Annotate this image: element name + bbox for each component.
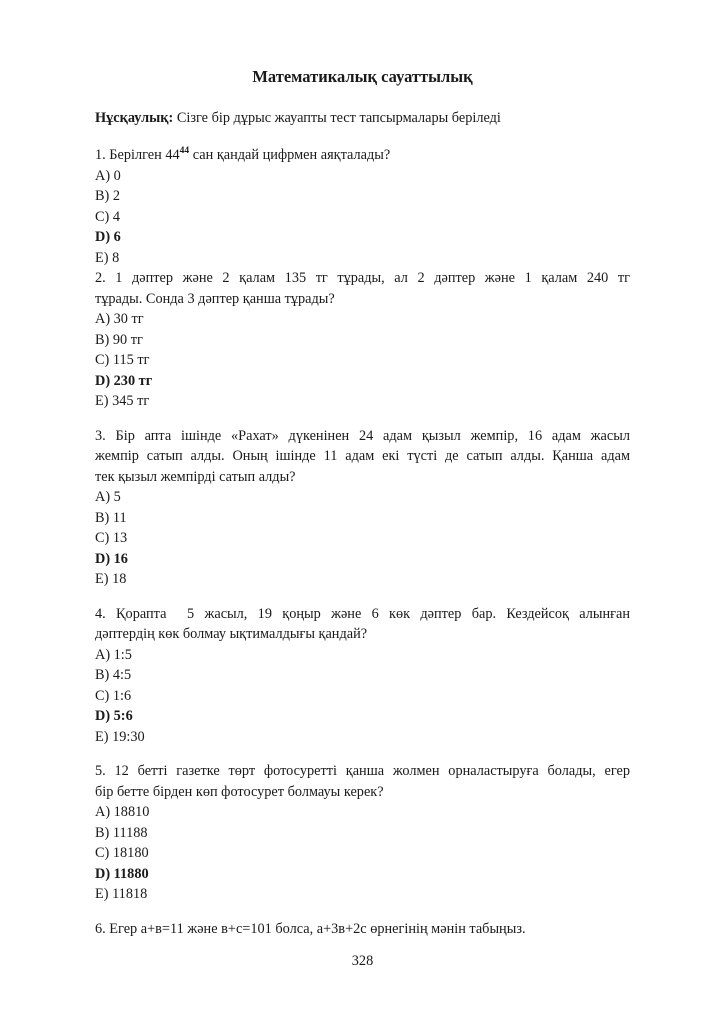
question-3-text-line-1: 3. Бір апта ішінде «Рахат» дүкенінен 24 адам қызыл жемпір, 16 адам жасыл [95, 427, 630, 444]
question-5 [95, 761, 630, 905]
exponent: 44 [179, 146, 190, 157]
instruction-text: Сізге бір дұрыс жауапты тест тапсырмалары беріледі [173, 109, 501, 126]
question-5-option-e: E) 11818 [95, 886, 148, 902]
question-4-option-e: E) 19:30 [95, 728, 145, 745]
page-title: Математикалық сауаттылық [252, 67, 473, 86]
question-3-option-a: A) 5 [95, 489, 121, 505]
question-3-option-c: C) 13 [95, 530, 128, 546]
question-6 [95, 919, 630, 940]
question-3-option-d: D) 16 [95, 550, 128, 567]
question-2-option-a: A) 30 тг [95, 311, 144, 327]
question-1-option-d: D) 6 [95, 229, 121, 245]
question-2-option-d: D) 230 тг [95, 372, 153, 389]
question-1-option-e: E) 8 [95, 249, 120, 266]
instruction-label: Нұсқаулық: [95, 109, 174, 126]
question-1-text: 1. Берілген $44^{44}$ сан қандай цифрмен аяқталады? [95, 146, 391, 163]
question-3-option-b: B) 11 [95, 509, 127, 526]
question-4-option-c: C) 1:6 [95, 687, 132, 704]
question-3-text-line-3: тек қызыл жемпірді сатып алды? [95, 468, 296, 485]
question-3 [95, 426, 630, 590]
question-1-option-b: B) 2 [95, 188, 121, 204]
question-2 [95, 268, 630, 412]
question-5-text-line-1: 5. 12 бетті газетке төрт фотосуретті қанша жолмен орналастыруға болады, егер [95, 763, 630, 779]
question-2-text-line-1: 2. 1 дәптер және 2 қалам 135 тг тұрады, ал 2 дәптер және 1 қалам 240 тг [95, 270, 630, 286]
question-5-option-c: C) 18180 [95, 845, 149, 861]
question-1-option-c: C) 4 [95, 208, 121, 225]
question-2-text-line-2: тұрады. Сонда 3 дәптер қанша тұрады? [95, 290, 335, 307]
question-4-option-b: B) 4:5 [95, 667, 132, 683]
question-2-option-e: E) 345 тг [95, 393, 150, 409]
question-4-option-d: D) 5:6 [95, 708, 133, 724]
question-4-text-line-2: дәптердің көк болмау ықтималдығы қандай? [95, 626, 368, 642]
question-5-option-d: D) 11880 [95, 865, 149, 882]
question-6-text-line-1: 6. Егер а+в=11 және в+с=101 болса, а+3в+2с өрнегінің мәнін табыңыз. [95, 920, 526, 937]
question-5-text-line-2: бір бетте бірден көп фотосурет болмауы керек? [95, 783, 384, 800]
question-1-option-a: A) 0 [95, 167, 121, 184]
question-4-option-a: A) 1:5 [95, 646, 132, 663]
question-1 [95, 145, 630, 268]
question-3-text-line-2: жемпір сатып алды. Оның ішінде 11 адам екі түсті де сатып алды. Қанша адам [95, 448, 630, 464]
question-2-option-b: B) 90 тг [95, 331, 143, 348]
question-4 [95, 604, 630, 748]
instruction [95, 108, 630, 129]
page-number: 328 [351, 953, 374, 969]
question-5-option-b: B) 11188 [95, 824, 148, 841]
question-5-option-a: A) 18810 [95, 804, 150, 820]
question-2-option-c: C) 115 тг [95, 352, 150, 368]
question-3-option-e: E) 18 [95, 571, 127, 587]
question-4-text-line-1: 4. Қорапта 5 жасыл, 19 қоңыр және 6 көк дәптер бар. Кездейсоқ алынған [95, 605, 630, 622]
